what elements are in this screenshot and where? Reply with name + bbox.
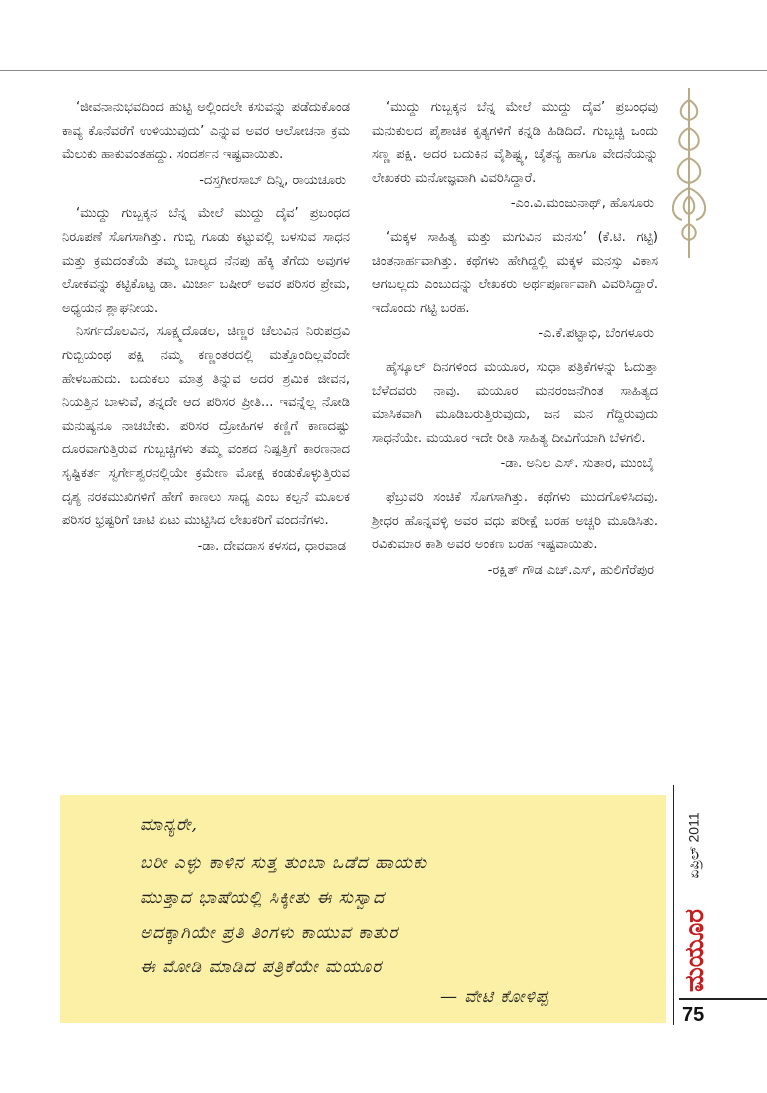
letter-signature: -ಡಾ. ದೇವದಾಸ ಕಳಸದ, ಧಾರವಾಡ — [197, 538, 346, 554]
note-line: ಮುತ್ತಾದ ಭಾಷೆಯಲ್ಲಿ ಸಿಕ್ಕೀತು ಈ ಸುಸ್ವಾದ — [140, 888, 386, 908]
note-line: ಬರೀ ಎಳ್ಳು ಕಾಳಿನ ಸುತ್ತ ತುಂಬಾ ಒಡೆದ ಹಾಯಕು — [140, 853, 428, 873]
letter-signature: -ಎಂ.ವಿ.ಮಂಜುನಾಥ್, ಹೊಸೂರು — [510, 196, 654, 212]
magazine-logo: ಮಯೂರ — [679, 908, 710, 992]
issue-date: ಏಪ್ರಿಲ್ 2011 — [685, 811, 702, 879]
letter-body: ನಿಸರ್ಗದೊಲವಿನ, ಸೂಕ್ಷ್ಮದೊಡಲ, ಚಿಣ್ಣರ ಚೆಲುವಿನ ನಿರುಪದ್ರವಿ ಗುಬ್ಬಿಯಂಥ ಪಕ್ಷಿ ನಮ್ಮ ಕಣ್ಣಂತರದಲ್ಲಿ ಮತ್ತೊಂದಿಲ್ಲವೆಂದೇ ಹೇಳಬಹುದು. ಬದುಕಲು ಮಾತ್ರ ತಿನ್ನುವ ಅದರ ಶ್ರಮಿಕ ಜೀವನ, ನಿಯತ್ತಿನ ಬಾಳುವೆ, ತನ್ನದೇ ಆದ ಪರಿಸರ ಪ್ರೀತಿ... ಇವನ್ನೆಲ್ಲ ನೋಡಿ ಮನುಷ್ಯನೂ ನಾಚಬೇಕು. ಪರಿಸರ ದ್ರೋಹಿಗಳ ಕಣ್ಣಿಗೆ ಕಾಣದಷ್ಟು ದೂರವಾಗುತ್ತಿರುವ ಗುಬ್ಬಚ್ಚಿಗಳು ತಮ್ಮ ವಂಶದ ನಿಷ್ಪತ್ತಿಗೆ ಕಾರಣನಾದ ಸೃಷ್ಟಿಕರ್ತ ಸ್ವರ್ಗೇಶ್ವರನಲ್ಲಿಯೇ ಕ್ರಮೇಣ ಮೋಕ್ಷ ಕಂಡುಕೊಳ್ಳುತ್ತಿರುವ ದೃಶ್ಯ ನರಕಮುಖಿಗಳಿಗೆ ಹೇಗೆ ಕಾಣಲು ಸಾಧ್ಯ ಎಂಬ ಕಲ್ಪನೆ ಮೂಲಕ ಪರಿಸರ ಭ್ರಷ್ಟರಿಗೆ ಚಾಟಿ ಏಟು ಮುಟ್ಟಿಸಿದ ಲೇಖಕರಿಗೆ ವಂದನೆಗಳು. — [62, 324, 350, 529]
note-salutation: ಮಾನ್ಯರೇ, — [140, 815, 198, 835]
letter-body: ಫೆಬ್ರುವರಿ ಸಂಚಿಕೆ ಸೊಗಸಾಗಿತ್ತು. ಕಥೆಗಳು ಮುದಗೊಳಿಸಿದವು. ಶ್ರೀಧರ ಹೊನ್ನವಳ್ಳಿ ಅವರ ವಧು ಪರೀಕ್ಷೆ ಬರಹ ಅಚ್ಚರಿ ಮೂಡಿಸಿತು. ರವಿಕುಮಾರ ಕಾಶಿ ಅವರ ಅಂಕಣ ಬರಹ ಇಷ್ಟವಾಯಿತು. — [372, 489, 658, 553]
letter — [372, 96, 658, 216]
letters-column-right — [372, 96, 658, 592]
letter-signature: -ಡಾ. ಅನಿಲ ಎಸ್. ಸುತಾರ, ಮುಂಬೈ — [500, 456, 654, 472]
letter-body: ‘ಮಕ್ಕಳ ಸಾಹಿತ್ಯ ಮತ್ತು ಮಗುವಿನ ಮನಸು’ (ಕೆ.ಟಿ. ಗಟ್ಟಿ) ಚಿಂತನಾರ್ಹವಾಗಿತ್ತು. ಕಥೆಗಳು ಹೇಗಿದ್ದಲ್ಲಿ ಮಕ್ಕಳ ಮನಸ್ಸು ವಿಕಾಸ ಆಗಬಲ್ಲದು ಎಂಬುದನ್ನು ಲೇಖಕರು ಅರ್ಥಪೂರ್ಣವಾಗಿ ವಿವರಿಸಿದ್ದಾರೆ. ಇದೊಂದು ಗಟ್ಟಿ ಬರಹ. — [372, 229, 658, 316]
note-line: ಈ ಮೋಡಿ ಮಾಡಿದ ಪತ್ರಿಕೆಯೇ ಮಯೂರ — [140, 957, 383, 977]
letter-body: ‘ಜೀವನಾನುಭವದಿಂದ ಹುಟ್ಟಿ ಅಲ್ಲಿಂದಲೇ ಕಸುವನ್ನು ಪಡೆದುಕೊಂಡ ಕಾವ್ಯ ಕೊನೆವರೆಗೆ ಉಳಿಯುವುದು’ ಎನ್ನುವ ಅವರ ಆಲೋಚನಾ ಕ್ರಮ ಮೆಲುಕು ಹಾಕುವಂತಹದ್ದು. ಸಂದರ್ಶನ ಇಷ್ಟವಾಯಿತು. — [62, 100, 350, 163]
footer-rule — [679, 998, 767, 1000]
letter — [372, 226, 658, 346]
letters-column-left — [62, 96, 350, 568]
letter-signature: -ಎ.ಕೆ.ಪಟ್ಟಾಭಿ, ಬೆಂಗಳೂರು — [538, 326, 654, 342]
decorative-ornament-icon — [664, 88, 714, 258]
letter-body: ‘ಮುದ್ದು ಗುಬ್ಬಕ್ಕನ ಬೆನ್ನ ಮೇಲೆ ಮುದ್ದು ದೈವ’ ಪ್ರಬಂಧವು ಮನುಕುಲದ ಪೈಶಾಚಿಕ ಕೃತ್ಯಗಳಿಗೆ ಕನ್ನಡಿ ಹಿಡಿದಿದೆ. ಗುಬ್ಬಚ್ಚಿ ಒಂದು ಸಣ್ಣ ಪಕ್ಷಿ. ಅದರ ಬದುಕಿನ ವೈಶಿಷ್ಟ್ಯ, ಚೈತನ್ಯ ಹಾಗೂ ವೇದನೆಯನ್ನು ಲೇಖಕರು ಮನೋಜ್ಞವಾಗಿ ವಿವರಿಸಿದ್ದಾರೆ. — [372, 100, 658, 186]
header-rule — [0, 70, 767, 71]
letter — [372, 486, 658, 582]
sidebar-rule — [673, 785, 674, 1025]
letter-body: ‘ಮುದ್ದು ಗುಬ್ಬಕ್ಕನ ಬೆನ್ನ ಮೇಲೆ ಮುದ್ದು ದೈವ’ ಪ್ರಬಂಧದ ನಿರೂಪಣೆ ಸೊಗಸಾಗಿತ್ತು. ಗುಬ್ಬಿ ಗೂಡು ಕಟ್ಟುವಲ್ಲಿ ಬಳಸುವ ಸಾಧನ ಮತ್ತು ಕ್ರಮದಂತೆಯೆ ತಮ್ಮ ಬಾಲ್ಯದ ನೆನಪು ಹೆಕ್ಕಿ ತೆಗೆದು ಅವುಗಳ ಲೋಕವನ್ನು ಕಟ್ಟಿಕೊಟ್ಟ ಡಾ. ಮಿರ್ಜಾ ಬಷೀರ್ ಅವರ ಪರಿಸರ ಪ್ರೇಮ, ಅಧ್ಯಯನ ಶ್ಲಾಘನೀಯ. — [62, 206, 350, 316]
letter — [372, 356, 658, 476]
letter-signature: -ರಕ್ಷಿತ್ ಗೌಡ ಎಚ್.ಎಸ್, ಹುಲಿಗೆರೆಪುರ — [487, 562, 654, 578]
letter-signature: -ದಸ್ತಗೀರಸಾಬ್ ದಿನ್ನಿ, ರಾಯಚೂರು — [199, 172, 346, 188]
letter — [62, 202, 350, 558]
handwritten-note — [60, 795, 666, 1023]
letter-body: ಹೈಸ್ಕೂಲ್ ದಿನಗಳಿಂದ ಮಯೂರ, ಸುಧಾ ಪತ್ರಿಕೆಗಳನ್ನು ಓದುತ್ತಾ ಬೆಳೆದವರು ನಾವು. ಮಯೂರ ಮನರಂಜನೆಗಿಂತ ಸಾಹಿತ್ಯದ ಮಾಸಿಕವಾಗಿ ಮೂಡಿಬರುತ್ತಿರುವುದು, ಜನ ಮನ ಗೆದ್ದಿರುವುದು ಸಾಧನೆಯೇ. ಮಯೂರ ಇದೇ ರೀತಿ ಸಾಹಿತ್ಯ ದೀವಿಗೆಯಾಗಿ ಬೆಳಗಲಿ. — [372, 359, 658, 446]
letter — [62, 96, 350, 192]
page-number: 75 — [682, 1004, 705, 1026]
note-signature: — ವೇಟಿ ಕೋಳಿಪ್ಪ — [440, 987, 549, 1007]
note-line: ಅದಕ್ಕಾಗಿಯೇ ಪ್ರತಿ ತಿಂಗಳು ಕಾಯುವ ಕಾತುರ — [140, 923, 399, 943]
